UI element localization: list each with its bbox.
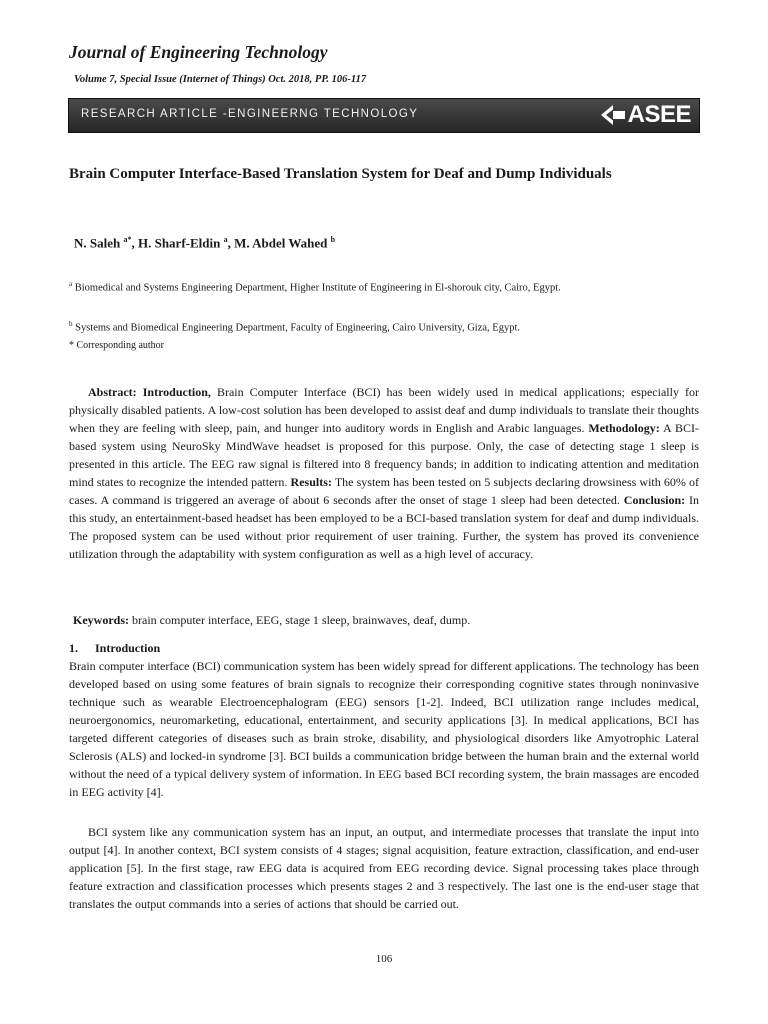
abstract-intro-text: Brain Computer Interface (BCI) has been widely used in medical applications; especially for physically disabled patients. A low-cost solution has been developed to assist deaf and dump individuals to translate their thoughts when they are feeling with sleep, pain, and hunger into auditory words in English and Arabic languages. — [69, 385, 700, 435]
banner-text: RESEARCH ARTICLE -ENGINEERNG TECHNOLOGY — [81, 108, 419, 120]
intro-paragraph-2: BCI system like any communication system has an input, an output, and intermediate processes that translate the input into output [4]. In another context, BCI system consists of 4 stages; signal acquisition, feature extraction, classification, and end-user application [5]. In the first stage, raw EEG data is acquired from EEG recording device. Signal processing takes place through feature extraction and classification processes which presents stages 2 and 3 respectively. The last one is the end-user stage that translates the output commands into a series of actions that should be carried out. — [69, 825, 699, 911]
keywords-label: Keywords: — [73, 613, 129, 627]
keywords-text: brain computer interface, EEG, stage 1 sleep, brainwaves, deaf, dump. — [132, 613, 471, 627]
abstract-results-label: Results: — [290, 475, 332, 489]
asee-logo-text: ASEE — [627, 101, 691, 128]
affiliation-mark: b — [69, 320, 73, 328]
affiliation-a — [69, 280, 561, 294]
article-type-banner — [68, 98, 700, 133]
author-affiliation-mark: a* — [123, 235, 132, 244]
section-number: 1. — [69, 641, 78, 655]
author-affiliation-mark: a — [223, 235, 228, 244]
abstract-conclusion-text: In this study, an entertainment-based headset has been employed to be a BCI-based translation system for deaf and dump individuals. The proposed system can be used without prior requirement of user training. Further, the system has proved its convenience utilization through the adaptability with system configuration as well as a high level of accuracy. — [69, 493, 699, 561]
abstract-methodology-label: Methodology: — [588, 421, 660, 435]
affiliation-text: Systems and Biomedical Engineering Department, Faculty of Engineering, Cairo University, Giza, Egypt. — [75, 322, 521, 334]
journal-volume: Volume 7, Special Issue (Internet of Things) Oct. 2018, PP. 106-117 — [74, 74, 367, 85]
paper-title: Brain Computer Interface-Based Translation System for Deaf and Dump Individuals — [69, 166, 612, 182]
corresponding-author-note: * Corresponding author — [69, 340, 164, 351]
keywords — [73, 611, 703, 629]
abstract-conclusion-label: Conclusion: — [623, 493, 686, 507]
affiliation-b — [69, 320, 520, 334]
asee-emblem-icon — [600, 104, 626, 126]
asee-logo — [600, 101, 691, 129]
affiliation-text: Biomedical and Systems Engineering Department, Higher Institute of Engineering in El-shorouk city, Cairo, Egypt. — [74, 282, 561, 294]
page-number: 106 — [375, 953, 393, 965]
journal-title: Journal of Engineering Technology — [69, 42, 328, 62]
section-heading-introduction — [69, 641, 160, 656]
section-title: Introduction — [95, 641, 161, 655]
intro-paragraph-1: Brain computer interface (BCI) communication system has been widely spread for different applications. The technology has been developed based on using some features of brain signals to recognize their corresponding cognitive states through noninvasive technique such as wearable Electroencephalogram (EEG) sensors [1-2]. Indeed, BCI utilization range includes medical, neuroergonomics, neuromarketing, educational, entertainment, and security applications [3]. In medical applications, BCI has targeted different categories of diseases such as brain stroke, disability, and physiological disorders like Amyotrophic Lateral Sclerosis (ALS) and locked-in syndrome [3]. BCI builds a communication bridge between the human brain and the external world without the need of a typical delivery system of information. In EEG based BCI recording system, the brain massages are encoded in EEG activity [4]. — [69, 659, 699, 799]
abstract — [69, 383, 699, 563]
abstract-label: Abstract: — [88, 385, 137, 399]
abstract-methodology-text: A BCI-based system using NeuroSky MindWave headset is proposed for this purpose. Only, the case of detecting stage 1 sleep is presented in this article. The EEG raw signal is filtered into 8 frequency bands; in addition to indicating attention and meditation mind states to recognize the intended pattern. — [69, 421, 699, 489]
author-name: H. Sharf-Eldin — [137, 235, 221, 251]
author-name: M. Abdel Wahed — [234, 235, 328, 251]
author-list: N. Saleh $^{a*}$, H. Sharf-Eldin $^a$, M. Abdel Wahed $^b$ — [74, 235, 336, 251]
author-affiliation-mark: b — [330, 235, 336, 244]
abstract-results-text: The system has been tested on 5 subjects declaring drowsiness with 60% of cases. A command is triggered an average of about 6 seconds after the onset of stage 1 sleep had been detected. — [69, 475, 700, 507]
author-name: N. Saleh — [74, 235, 121, 251]
affiliation-mark: a — [69, 280, 73, 288]
abstract-intro-label: Introduction, — [142, 385, 211, 399]
